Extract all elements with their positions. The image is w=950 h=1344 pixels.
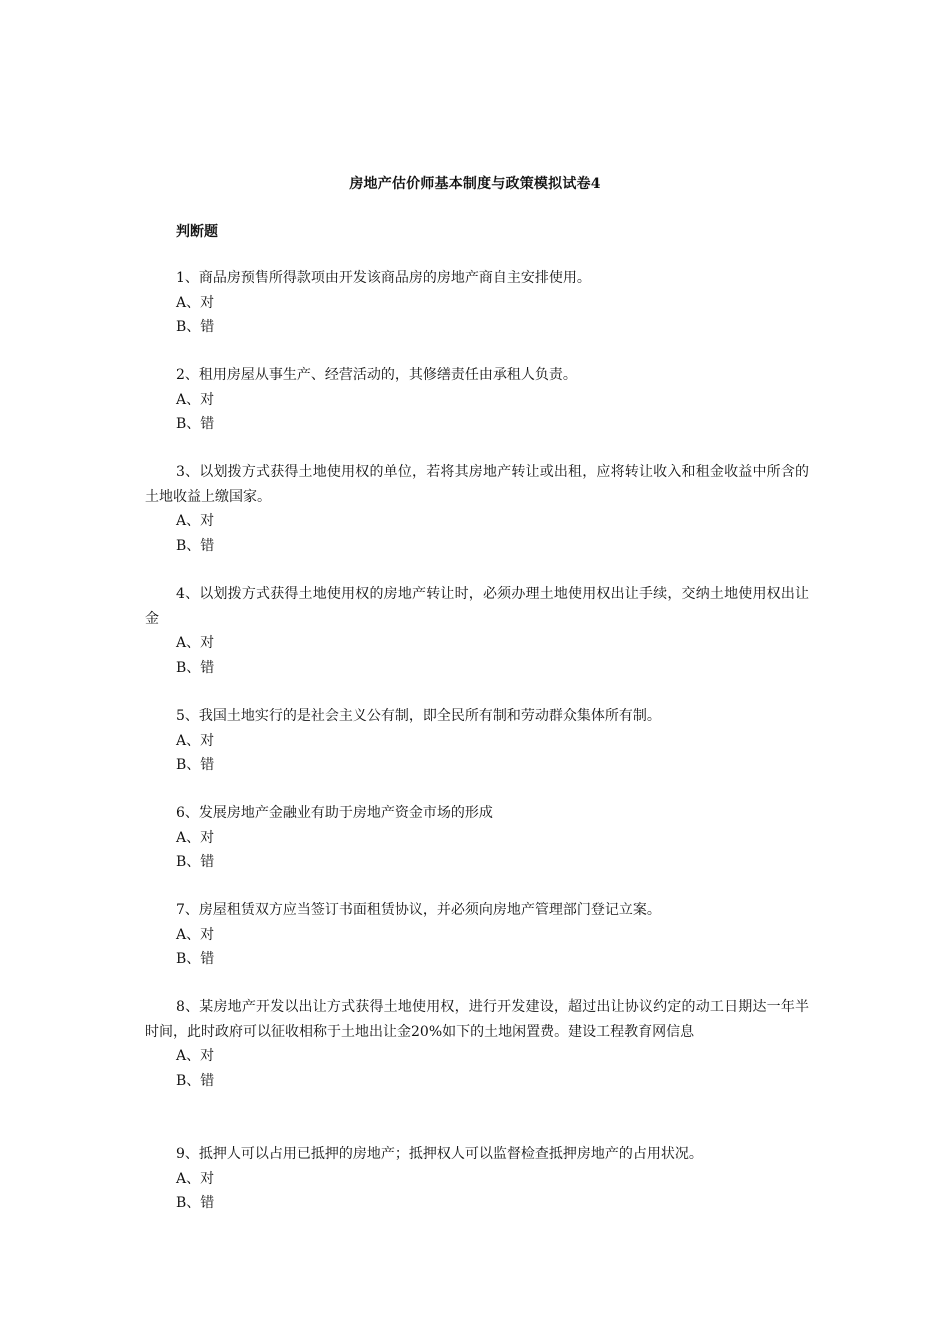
option-a: A、对 xyxy=(176,635,215,651)
question-4 xyxy=(145,582,809,680)
question-1 xyxy=(145,266,809,340)
option-b: B、错 xyxy=(176,416,215,432)
question-stem: 7、房屋租赁双方应当签订书面租赁协议，并必须向房地产管理部门登记立案。 xyxy=(176,902,661,918)
option-b: B、错 xyxy=(176,951,215,967)
question-stem: 9、抵押人可以占用已抵押的房地产；抵押权人可以监督检查抵押房地产的占用状况。 xyxy=(176,1146,703,1162)
question-stem: 6、发展房地产金融业有助于房地产资金市场的形成 xyxy=(176,805,493,821)
option-a: A、对 xyxy=(176,732,215,749)
question-stem: 2、租用房屋从事生产、经营活动的，其修缮责任由承租人负责。 xyxy=(176,367,577,383)
option-a: A、对 xyxy=(176,1048,215,1064)
question-stem: 3、以划拨方式获得土地使用权的单位，若将其房地产转让或出租，应将转让收入和租金收益中所含的土地收益上缴国家。 xyxy=(145,464,809,505)
question-6 xyxy=(145,801,809,875)
question-stem: 5、我国土地实行的是社会主义公有制，即全民所有制和劳动群众集体所有制。 xyxy=(176,708,661,724)
option-b: B、错 xyxy=(176,1072,215,1089)
option-a: A、对 xyxy=(176,513,215,529)
question-9 xyxy=(145,1142,809,1216)
question-2 xyxy=(145,363,809,437)
question-stem: 4、以划拨方式获得土地使用权的房地产转让时，必须办理土地使用权出让手续，交纳土地使用权出让金 xyxy=(145,586,809,627)
option-a: A、对 xyxy=(176,829,215,846)
option-a: A、对 xyxy=(176,391,215,408)
option-b: B、错 xyxy=(176,319,215,335)
question-stem: 8、某房地产开发以出让方式获得土地使用权，进行开发建设，超过出让协议约定的动工日期达一年半时间，此时政府可以征收相称于土地出让金20%如下的土地闲置费。建设工程教育网信息 xyxy=(145,999,809,1040)
option-b: B、错 xyxy=(176,1195,215,1211)
option-b: B、错 xyxy=(176,659,215,676)
question-5 xyxy=(145,704,809,778)
question-3 xyxy=(145,460,809,558)
option-a: A、对 xyxy=(176,1170,215,1187)
option-b: B、错 xyxy=(176,854,215,870)
option-a: A、对 xyxy=(176,294,215,311)
document-title: 房地产估价师基本制度与政策模拟试卷4 xyxy=(349,176,601,192)
option-b: B、错 xyxy=(176,537,215,554)
section-heading: 判断题 xyxy=(176,224,218,240)
option-a: A、对 xyxy=(176,926,215,943)
option-b: B、错 xyxy=(176,757,215,773)
question-7 xyxy=(145,898,809,972)
question-8 xyxy=(145,995,809,1093)
question-stem: 1、商品房预售所得款项由开发该商品房的房地产商自主安排使用。 xyxy=(176,270,591,286)
